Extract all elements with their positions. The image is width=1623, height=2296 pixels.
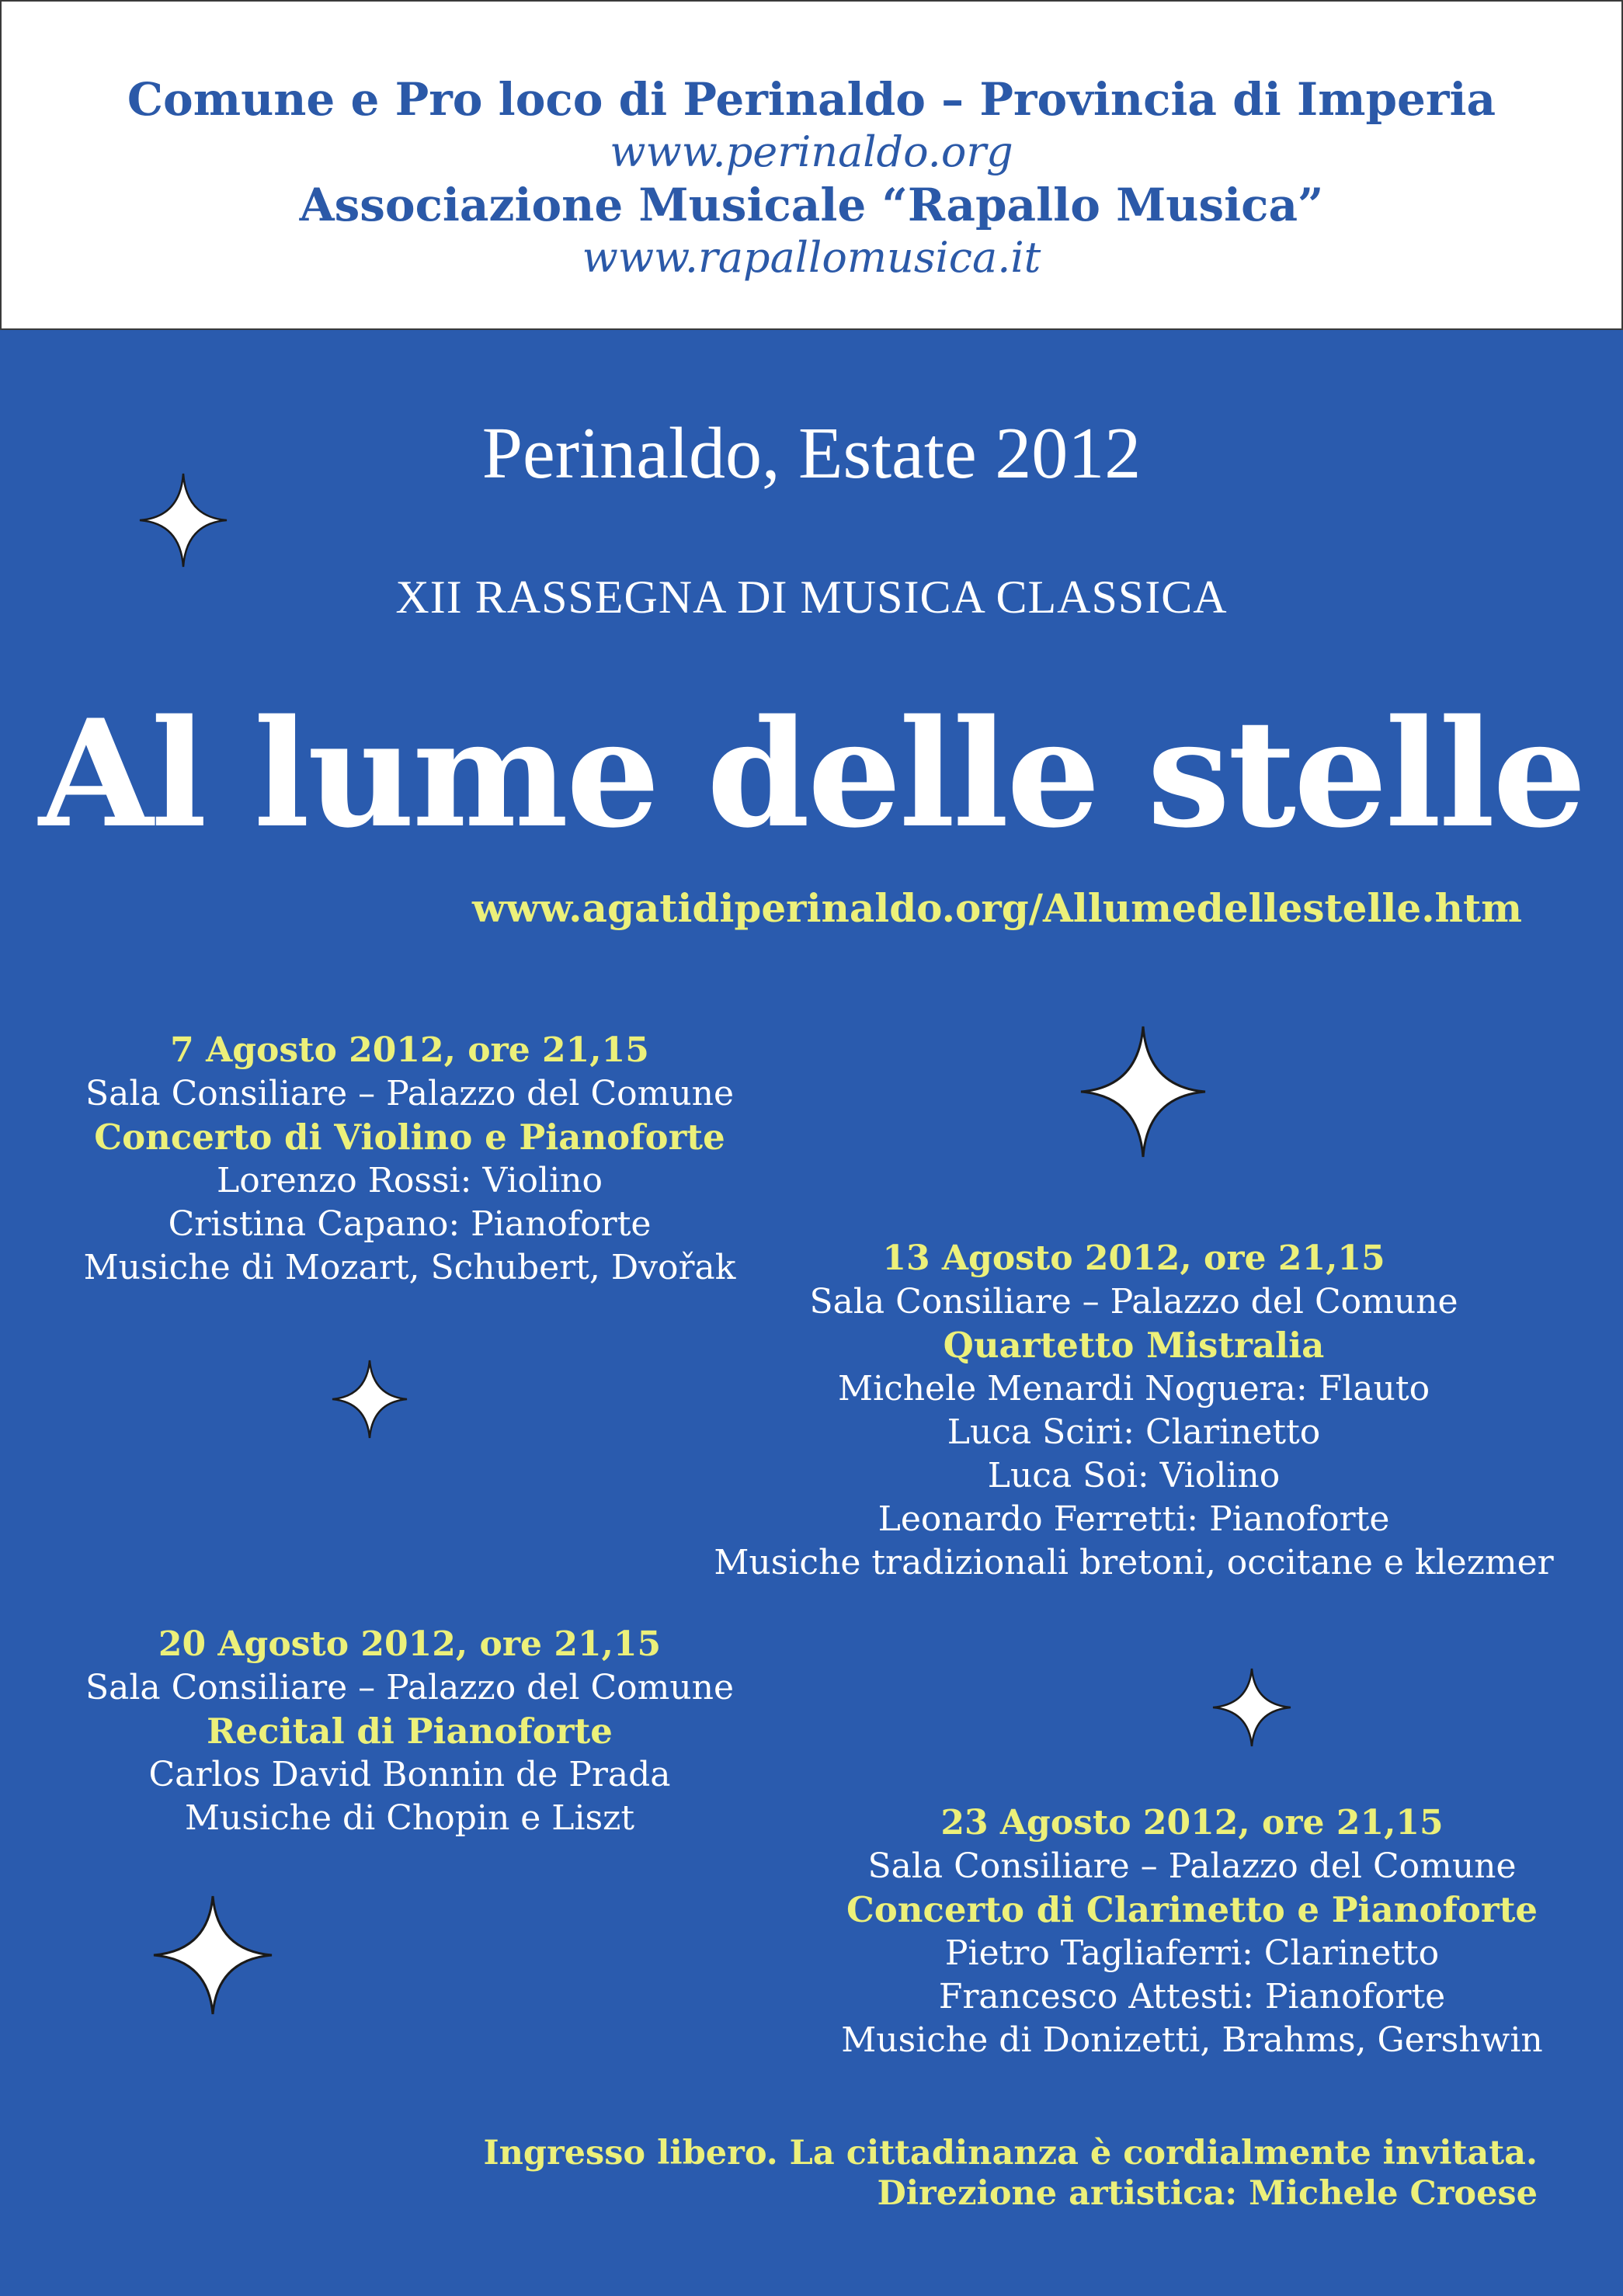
- event-date: 13 Agosto 2012, ore 21,15: [882, 1238, 1385, 1278]
- rassegna-subtitle: XII RASSEGNA DI MUSICA CLASSICA: [395, 571, 1228, 623]
- event-card: [800, 1801, 1584, 2062]
- event-program: Musiche di Donizetti, Brahms, Gershwin: [841, 2020, 1543, 2060]
- star-icon: [152, 1895, 273, 2016]
- event-card: [47, 1029, 773, 1290]
- event-title: Concerto di Clarinetto e Pianoforte: [846, 1889, 1538, 1930]
- edition-title: Perinaldo, Estate 2012: [481, 413, 1142, 494]
- star-icon: [331, 1359, 408, 1440]
- star-icon: [138, 472, 228, 568]
- event-performer: Lorenzo Rossi: Violino: [217, 1161, 603, 1200]
- event-title: Concerto di Violino e Pianoforte: [94, 1117, 725, 1158]
- event-title: Quartetto Mistralia: [943, 1325, 1325, 1366]
- artistic-direction: Direzione artistica: Michele Croese: [877, 2174, 1538, 2213]
- star-icon: [1211, 1667, 1292, 1748]
- event-venue: Sala Consiliare – Palazzo del Comune: [867, 1846, 1517, 1886]
- event-performer: Michele Menardi Noguera: Flauto: [837, 1369, 1430, 1409]
- event-venue: Sala Consiliare – Palazzo del Comune: [85, 1668, 735, 1707]
- event-performer: Cristina Capano: Pianoforte: [168, 1204, 652, 1244]
- event-program: Musiche di Chopin e Liszt: [184, 1798, 635, 1838]
- event-card: [707, 1237, 1561, 1585]
- rapallo-website[interactable]: www.rapallomusica.it: [582, 233, 1041, 282]
- event-performer: Carlos David Bonnin de Prada: [148, 1755, 671, 1794]
- event-performer: Francesco Attesti: Pianoforte: [938, 1977, 1446, 2016]
- event-venue: Sala Consiliare – Palazzo del Comune: [809, 1282, 1458, 1322]
- event-performer: Luca Sciri: Clarinetto: [947, 1412, 1321, 1452]
- poster-body: [0, 330, 1623, 2296]
- event-date: 7 Agosto 2012, ore 21,15: [170, 1030, 649, 1070]
- event-title: Recital di Pianoforte: [207, 1711, 613, 1752]
- organizer-line: Comune e Pro loco di Perinaldo – Provincia di Imperia: [127, 73, 1496, 126]
- event-performer: Leonardo Ferretti: Pianoforte: [878, 1499, 1390, 1539]
- event-performer: Pietro Tagliaferri: Clarinetto: [944, 1933, 1440, 1973]
- event-program: Musiche di Mozart, Schubert, Dvořak: [83, 1248, 736, 1287]
- event-date: 20 Agosto 2012, ore 21,15: [158, 1624, 662, 1664]
- free-entry-note: Ingresso libero. La cittadinanza è cordialmente invitata.: [483, 2134, 1538, 2173]
- association-line: Associazione Musicale “Rapallo Musica”: [299, 179, 1324, 231]
- header: [0, 0, 1623, 330]
- event-website[interactable]: www.agatidiperinaldo.org/Allumedellestelle.htm: [472, 885, 1522, 931]
- perinaldo-website[interactable]: www.perinaldo.org: [610, 127, 1013, 176]
- event-date: 23 Agosto 2012, ore 21,15: [940, 1803, 1444, 1843]
- event-venue: Sala Consiliare – Palazzo del Comune: [85, 1074, 735, 1113]
- event-program: Musiche tradizionali bretoni, occitane e klezmer: [714, 1543, 1554, 1582]
- main-title: Al lume delle stelle: [38, 687, 1585, 860]
- event-card: [47, 1623, 773, 1840]
- star-icon: [1079, 1025, 1207, 1158]
- event-performer: Luca Soi: Violino: [987, 1456, 1281, 1495]
